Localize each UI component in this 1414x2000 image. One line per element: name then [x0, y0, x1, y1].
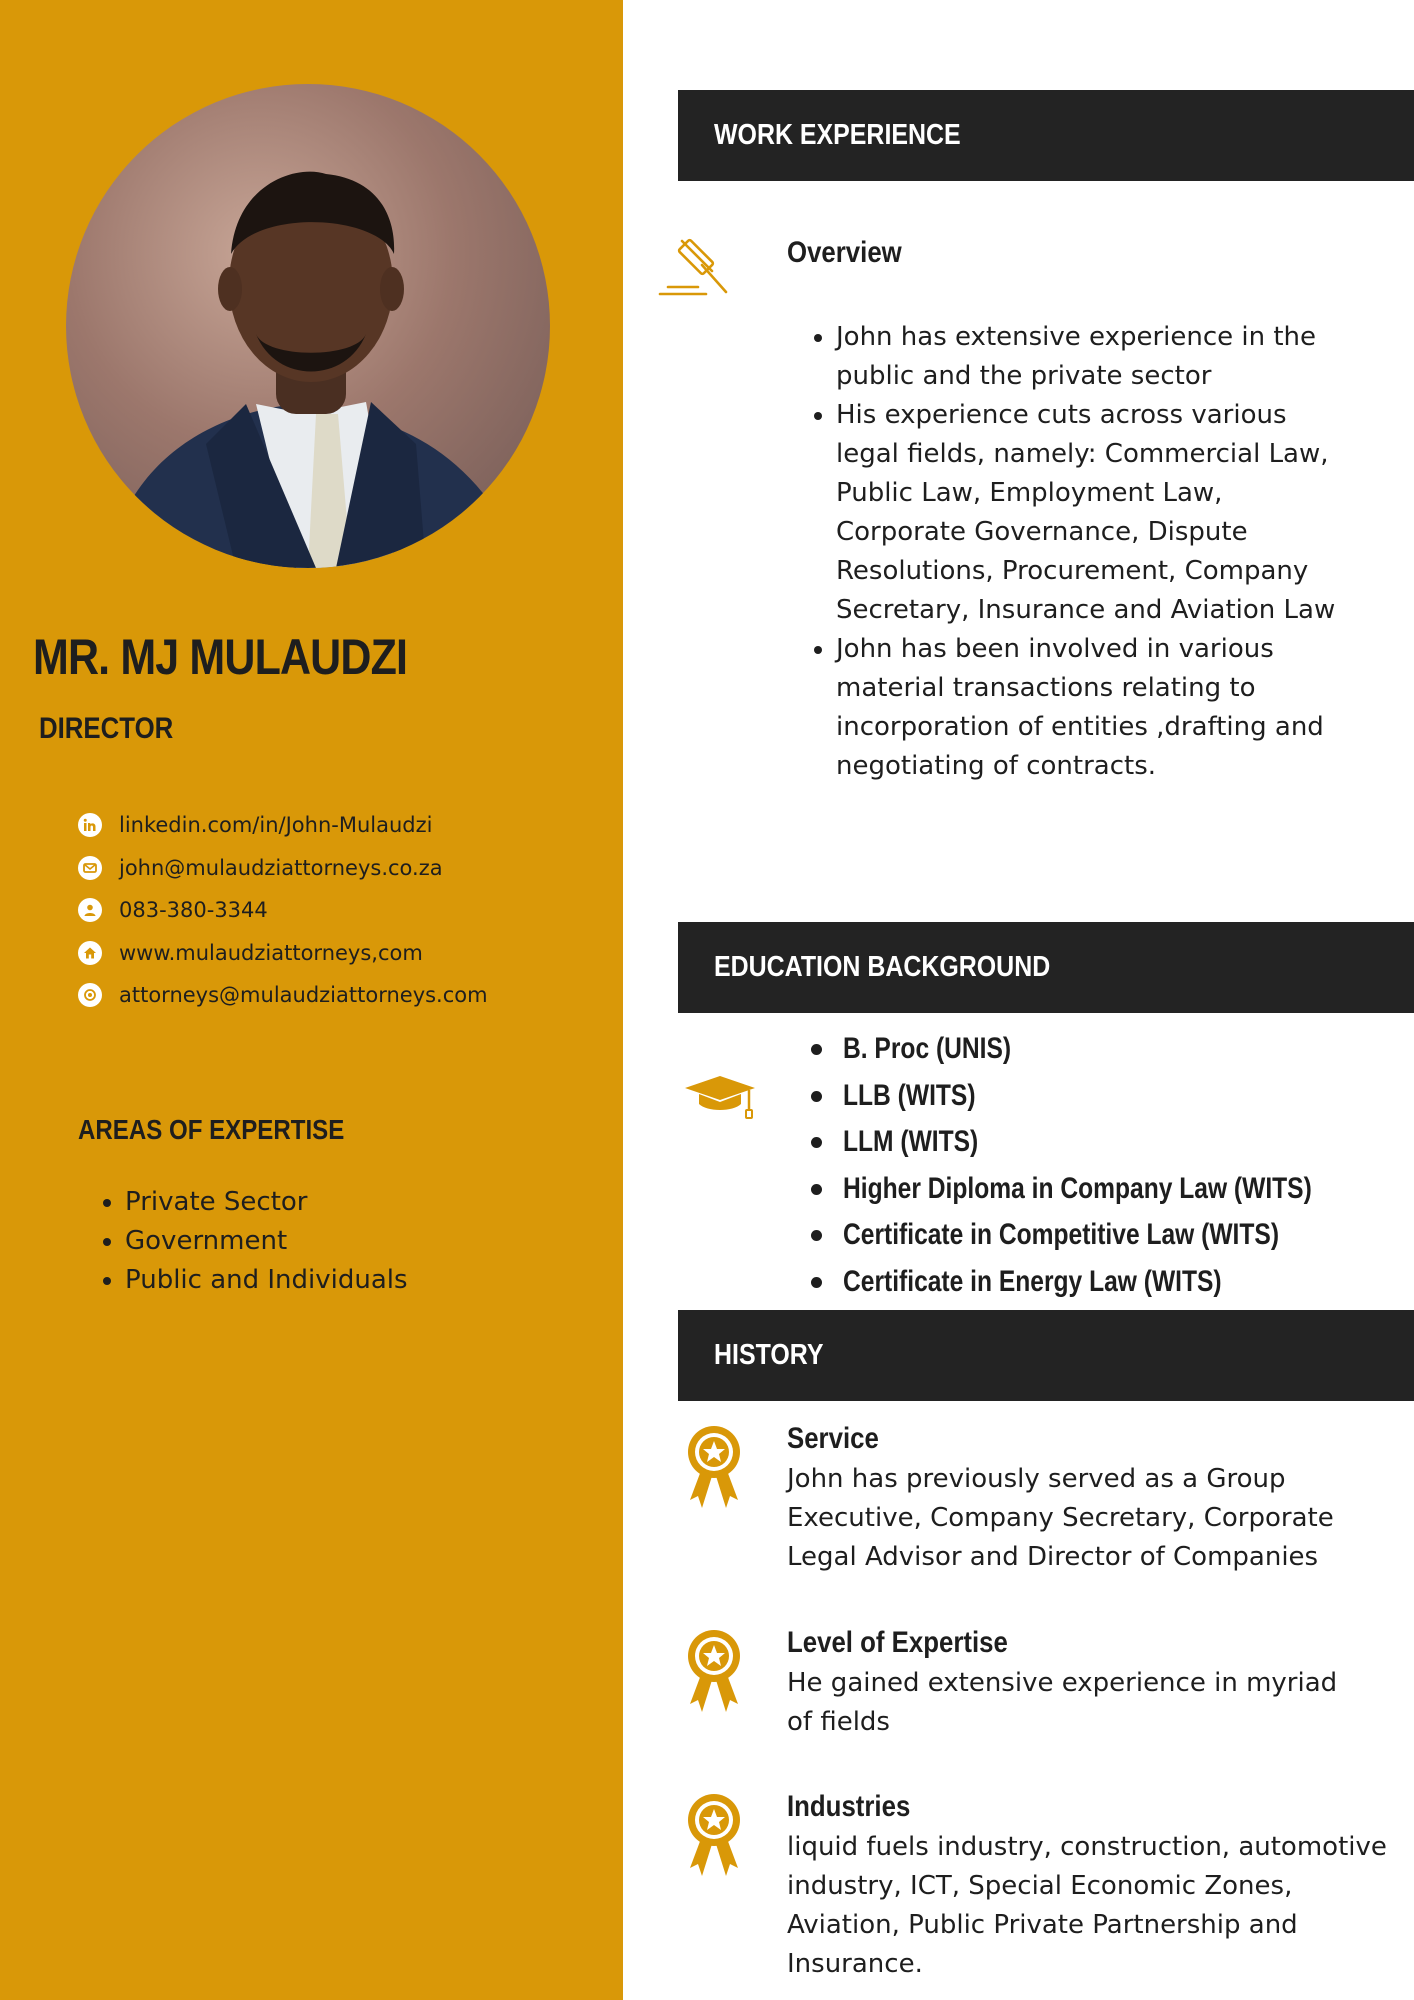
education-item: Certificate in Competitive Law (WITS) — [816, 1212, 1414, 1259]
person-name: MR. MJ MULAUDZI — [33, 629, 408, 685]
expertise-item: • Public and Individuals — [125, 1261, 408, 1300]
contact-phone-text: 083-380-3344 — [119, 898, 268, 923]
education-title: EDUCATION BACKGROUND — [714, 951, 1051, 983]
email-icon — [78, 856, 102, 880]
contact-email[interactable] — [78, 847, 488, 890]
graduation-cap-icon — [683, 1074, 757, 1122]
award-ribbon-icon — [684, 1424, 744, 1510]
expertise-item: • Private Sector — [125, 1183, 408, 1222]
work-experience-header — [678, 90, 1414, 181]
work-experience-title: WORK EXPERIENCE — [714, 119, 961, 151]
overview-item: • His experience cuts across various legal fields, namely: Commercial Law, Public Law, Employment Law, Corporate Governance, Dispute Resolutions, Procurement, Company Secretary, Insurance and Aviation Law — [836, 396, 1356, 630]
award-ribbon-icon — [684, 1792, 744, 1878]
expertise-heading: AREAS OF EXPERTISE — [78, 1114, 345, 1145]
contact-phone[interactable] — [78, 889, 488, 932]
education-list — [816, 1026, 1414, 1305]
history-item-title: Service — [787, 1422, 879, 1455]
award-ribbon-icon — [684, 1628, 744, 1714]
history-item-title: Industries — [787, 1790, 911, 1823]
expertise-list — [96, 1183, 408, 1300]
sidebar — [0, 0, 623, 2000]
contact-office-email-text: attorneys@mulaudziattorneys.com — [119, 983, 488, 1008]
education-item: B. Proc (UNIS) — [816, 1026, 1414, 1073]
linkedin-icon — [78, 813, 102, 837]
history-title: HISTORY — [714, 1339, 824, 1371]
history-item-text: liquid fuels industry, construction, automotive industry, ICT, Special Economic Zones, Aviation, Public Private Partnership and Insurance. — [787, 1832, 1387, 1979]
contact-office-email[interactable] — [78, 974, 488, 1017]
overview-title: Overview — [787, 236, 902, 269]
history-item-title: Level of Expertise — [787, 1626, 1008, 1659]
contact-email-text: john@mulaudziattorneys.co.za — [119, 855, 443, 880]
gavel-icon — [654, 232, 742, 300]
history-item-text: John has previously served as a Group Executive, Company Secretary, Corporate Legal Advisor and Director of Companies — [787, 1464, 1334, 1572]
education-header — [678, 922, 1414, 1013]
profile-photo — [66, 84, 550, 568]
portrait-illustration — [66, 84, 550, 568]
contact-linkedin-text: linkedin.com/in/John-Mulaudzi — [119, 813, 433, 838]
contact-list — [78, 804, 488, 1017]
overview-item: • John has extensive experience in the public and the private sector — [836, 318, 1356, 396]
history-header — [678, 1310, 1414, 1401]
contact-linkedin[interactable] — [78, 804, 488, 847]
expertise-item: • Government — [125, 1222, 408, 1261]
education-item: Certificate in Energy Law (WITS) — [816, 1259, 1414, 1306]
contact-website-text: www.mulaudziattorneys,com — [119, 940, 423, 965]
home-icon — [78, 941, 102, 965]
education-item: Higher Diploma in Company Law (WITS) — [816, 1166, 1414, 1213]
history-item-text: He gained extensive experience in myriad of fields — [787, 1668, 1338, 1737]
contact-website[interactable] — [78, 932, 488, 975]
education-item: LLM (WITS) — [816, 1119, 1414, 1166]
eye-icon — [78, 983, 102, 1007]
job-title: DIRECTOR — [39, 712, 174, 745]
overview-list — [807, 318, 1356, 786]
user-icon — [78, 898, 102, 922]
overview-item: • John has been involved in various material transactions relating to incorporation of entities ,drafting and negotiating of contracts. — [836, 630, 1356, 786]
education-item: LLB (WITS) — [816, 1073, 1414, 1120]
